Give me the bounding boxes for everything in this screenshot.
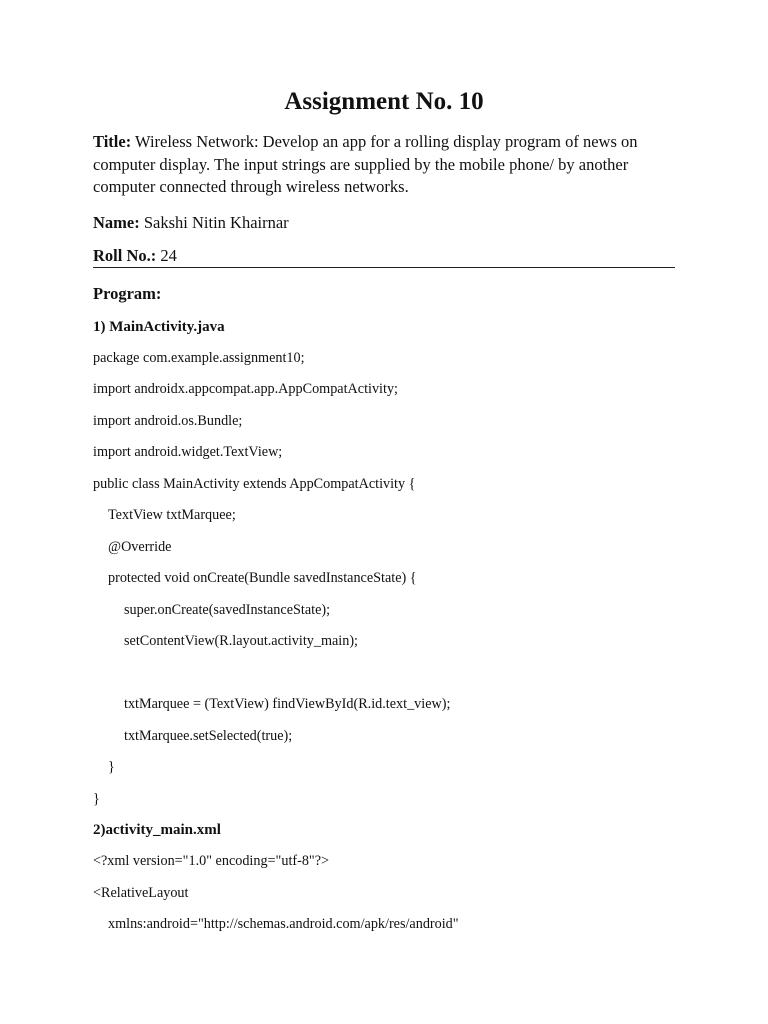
section-heading-main-activity: 1) MainActivity.java <box>93 319 225 335</box>
program-heading: Program: <box>93 284 162 303</box>
code-line: protected void onCreate(Bundle savedInstanceState) { <box>108 570 417 586</box>
code-line: } <box>93 791 100 807</box>
code-line: xmlns:android="http://schemas.android.com/apk/res/android" <box>108 916 459 932</box>
code-line: super.onCreate(savedInstanceState); <box>124 602 331 618</box>
code-line: public class MainActivity extends AppCompatActivity { <box>93 476 416 492</box>
title-text: Wireless Network: Develop an app for a rolling display program of news on computer display. The input strings are supplied by the mobile phone/ by another computer connected through wireless networks. <box>93 132 638 196</box>
divider-line <box>93 267 675 268</box>
code-line: txtMarquee = (TextView) findViewById(R.id.text_view); <box>124 696 451 712</box>
name-paragraph <box>93 212 683 235</box>
name-label: Name: <box>93 213 140 232</box>
roll-label: Roll No.: <box>93 246 157 265</box>
title-paragraph <box>93 131 683 199</box>
page-title: Assignment No. 10 <box>284 88 484 115</box>
code-line: } <box>108 759 115 775</box>
code-line: import android.widget.TextView; <box>93 444 283 460</box>
code-line: @Override <box>108 539 172 555</box>
code-line: TextView txtMarquee; <box>108 507 236 523</box>
code-line: import android.os.Bundle; <box>93 413 243 429</box>
code-line: import androidx.appcompat.app.AppCompatActivity; <box>93 381 398 397</box>
code-line: <RelativeLayout <box>93 885 189 901</box>
roll-paragraph <box>93 245 683 268</box>
code-line: <?xml version="1.0" encoding="utf-8"?> <box>93 853 330 869</box>
name-value: Sakshi Nitin Khairnar <box>143 213 289 232</box>
title-label: Title: <box>93 132 132 151</box>
roll-value: 24 <box>160 246 177 265</box>
code-line: txtMarquee.setSelected(true); <box>124 728 293 744</box>
code-line: setContentView(R.layout.activity_main); <box>124 633 358 649</box>
section-heading-activity-main-xml: 2)activity_main.xml <box>93 822 221 838</box>
code-line: package com.example.assignment10; <box>93 350 305 366</box>
